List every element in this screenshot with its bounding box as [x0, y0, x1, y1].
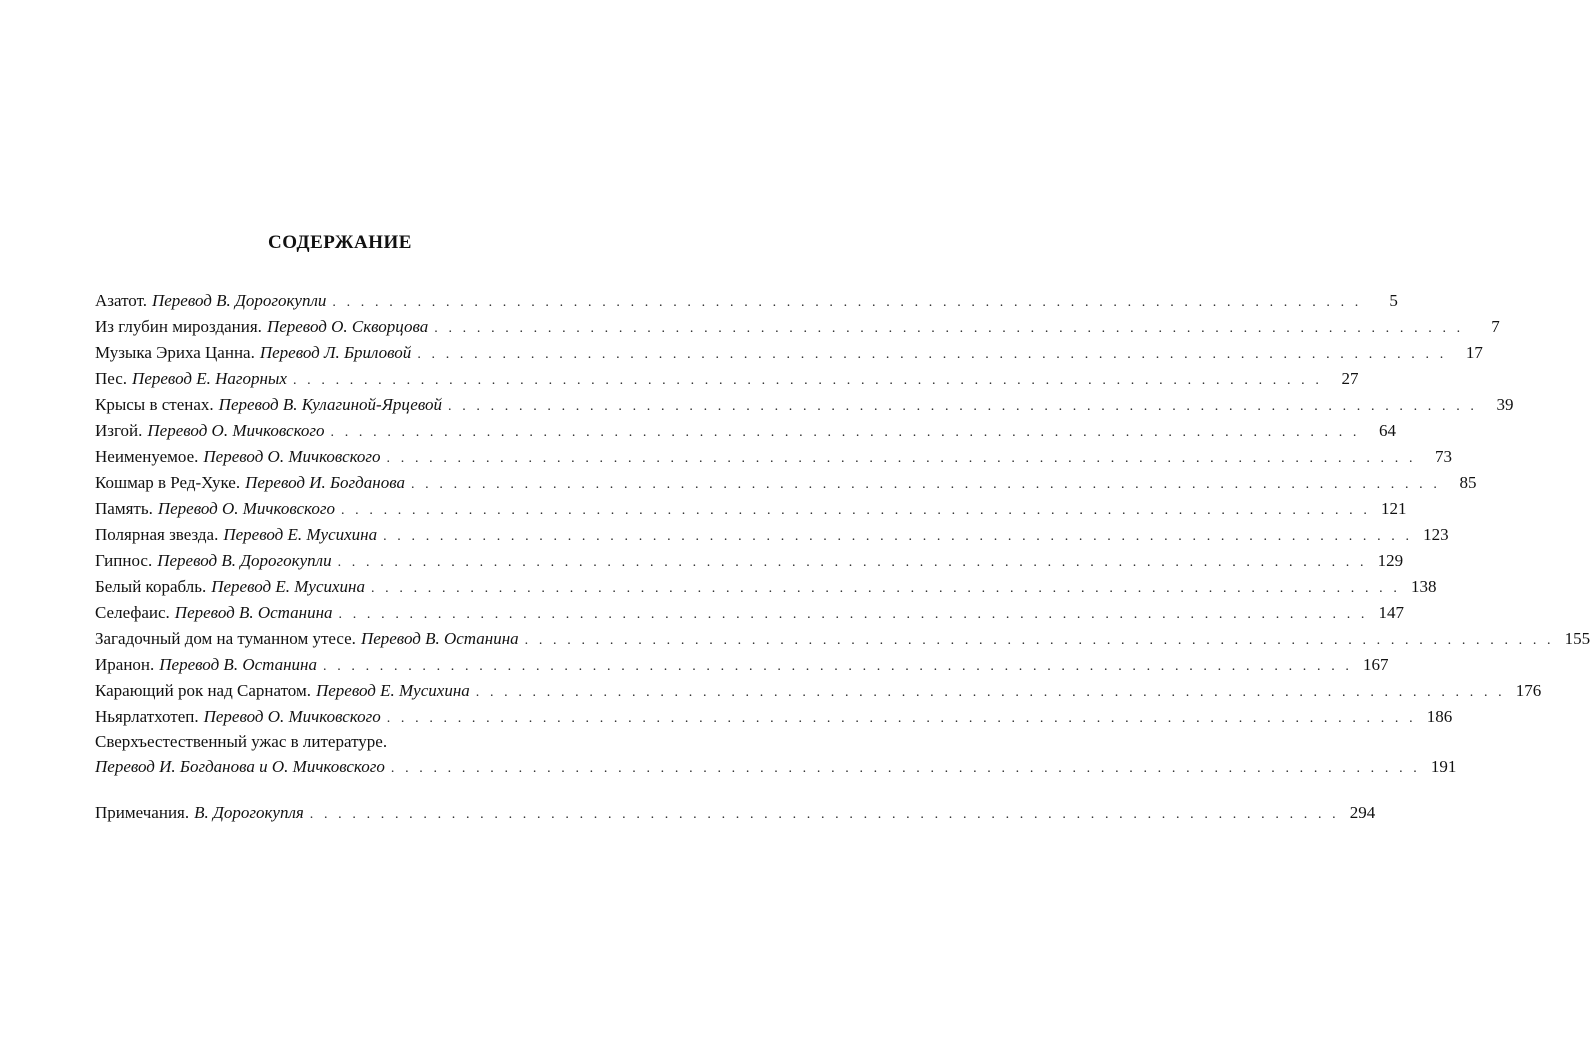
toc-entry-title: Неименуемое. — [95, 447, 199, 466]
page-title: СОДЕРЖАНИЕ — [268, 232, 412, 253]
toc-entry-notes — [95, 800, 1376, 826]
toc-entry-page-number: 147 — [1378, 603, 1405, 622]
toc-entry-page-number: 121 — [1380, 499, 1407, 518]
dot-leader: . . . . . . . . . . . . . . . . . . . . . . . . . . . . . . . . . . . . . . . . . . . . . . . . . . . . . . . . . . . . . . . . . . . . . . . . . — [448, 399, 1478, 414]
toc-entry-page-number: 85 — [1459, 473, 1477, 492]
toc-entry-translator: Перевод Е. Мусихина — [315, 681, 470, 700]
toc-entry-translator: Перевод О. Мичковского — [203, 447, 381, 466]
toc-entry-translator: Перевод О. Скворцова — [266, 317, 429, 336]
dot-leader: . . . . . . . . . . . . . . . . . . . . . . . . . . . . . . . . . . . . . . . . . . . . . . . . . . . . . . . . . . . . . . . . . . . . . . . . . — [337, 555, 1368, 570]
toc-entry-translator: Перевод В. Дорогокупли — [157, 551, 332, 570]
dot-leader: . . . . . . . . . . . . . . . . . . . . . . . . . . . . . . . . . . . . . . . . . . . . . . . . . . . . . . . . . . . . . . . . . . . . . . . . . — [410, 477, 1441, 492]
toc-entry — [95, 626, 1590, 652]
toc-entry-page-number: 7 — [1491, 317, 1500, 336]
toc-entry-title: Память. — [95, 499, 153, 518]
toc-entry-page-number: 129 — [1377, 551, 1404, 570]
toc-entry-title: Изгой. — [95, 421, 143, 440]
toc-entry — [95, 392, 1514, 418]
toc-entry-title: Музыка Эриха Цанна. — [95, 343, 255, 362]
toc-entry-title: Крысы в стенах. — [95, 395, 214, 414]
toc-entry — [95, 444, 1453, 470]
toc-entry-title: Полярная звезда. — [95, 525, 219, 544]
toc-entry-page-number: 155 — [1564, 629, 1590, 648]
dot-leader: . . . . . . . . . . . . . . . . . . . . . . . . . . . . . . . . . . . . . . . . . . . . . . . . . . . . . . . . . . . . . . . . . . . . . . . . . — [309, 807, 1340, 822]
toc-entry-title: Азатот. — [95, 291, 147, 310]
dot-leader: . . . . . . . . . . . . . . . . . . . . . . . . . . . . . . . . . . . . . . . . . . . . . . . . . . . . . . . . . . . . . . . . . . . . . . . . . — [340, 503, 1371, 518]
toc-entry — [95, 652, 1389, 678]
toc-entry-translator: Перевод В. Дорогокупли — [151, 291, 327, 310]
toc-entry — [95, 548, 1404, 574]
toc-entry-title: Иранон. — [95, 655, 155, 674]
toc-entry — [95, 678, 1542, 704]
dot-leader: . . . . . . . . . . . . . . . . . . . . . . . . . . . . . . . . . . . . . . . . . . . . . . . . . . . . . . . . . . . . . . . . . . . . . . . . . — [434, 321, 1464, 336]
dot-leader: . . . . . . . . . . . . . . . . . . . . . . . . . . . . . . . . . . . . . . . . . . . . . . . . . . . . . . . . . . . . . . . . . . . . . . . . . — [475, 685, 1506, 700]
toc-entry — [95, 496, 1407, 522]
toc-entry — [95, 470, 1477, 496]
toc-entry-title: Примечания. — [95, 803, 190, 822]
dot-leader: . . . . . . . . . . . . . . . . . . . . . . . . . . . . . . . . . . . . . . . . . . . . . . . . . . . . . . . . . . . . . . . . . . . . . . . . . — [524, 633, 1555, 648]
toc-entry-title: Кошмар в Ред-Хуке. — [95, 473, 241, 492]
toc-entry-translator: Перевод О. Мичковского — [147, 421, 325, 440]
toc-entry-translator: Перевод И. Богданова — [245, 473, 405, 492]
dot-leader: . . . . . . . . . . . . . . . . . . . . . . . . . . . . . . . . . . . . . . . . . . . . . . . . . . . . . . . . . . . . . . . . . . . . . . . . . — [292, 373, 1323, 388]
toc-entry-title: Пес. — [95, 369, 128, 388]
toc-entry-title: Белый корабль. — [95, 577, 207, 596]
toc-entry-page-number: 73 — [1435, 447, 1453, 466]
toc-entry — [95, 288, 1398, 314]
toc-entry-translator: Перевод О. Мичковского — [157, 499, 335, 518]
toc-entry-translator: Перевод Е. Нагорных — [132, 369, 287, 388]
dot-leader: . . . . . . . . . . . . . . . . . . . . . . . . . . . . . . . . . . . . . . . . . . . . . . . . . . . . . . . . . . . . . . . . . . . . . . . . . — [386, 451, 1417, 466]
toc-entry — [95, 340, 1483, 366]
dot-leader: . . . . . . . . . . . . . . . . . . . . . . . . . . . . . . . . . . . . . . . . . . . . . . . . . . . . . . . . . . . . . . . . . . . . . . . . . — [417, 347, 1447, 362]
toc-entry-translator: Перевод В. Останина — [159, 655, 317, 674]
toc-entry-translator: В. Дорогокупля — [194, 803, 304, 822]
toc-entry-page-number: 5 — [1389, 291, 1398, 310]
toc-entry — [95, 366, 1359, 392]
dot-leader: . . . . . . . . . . . . . . . . . . . . . . . . . . . . . . . . . . . . . . . . . . . . . . . . . . . . . . . . . . . . . . . . . . . . . . . . . — [323, 659, 1353, 674]
toc-entry-page-number: 191 — [1430, 757, 1457, 776]
dot-leader: . . . . . . . . . . . . . . . . . . . . . . . . . . . . . . . . . . . . . . . . . . . . . . . . . . . . . . . . . . . . . . . . . . . . . . . . . — [338, 607, 1369, 622]
toc-entry-multiline-title-line — [95, 730, 593, 754]
toc-entry-page-number: 17 — [1465, 343, 1483, 362]
dot-leader: . . . . . . . . . . . . . . . . . . . . . . . . . . . . . . . . . . . . . . . . . . . . . . . . . . . . . . . . . . . . . . . . . . . . . . . . . — [370, 581, 1401, 596]
toc-entry-page-number: 138 — [1410, 577, 1437, 596]
dot-leader: . . . . . . . . . . . . . . . . . . . . . . . . . . . . . . . . . . . . . . . . . . . . . . . . . . . . . . . . . . . . . . . . . . . . . . . . . — [332, 295, 1362, 310]
toc-entry-page-number: 64 — [1379, 421, 1397, 440]
dot-leader: . . . . . . . . . . . . . . . . . . . . . . . . . . . . . . . . . . . . . . . . . . . . . . . . . . . . . . . . . . . . . . . . . . . . . . . . . — [390, 761, 1421, 776]
toc-entry-page-number: 294 — [1349, 803, 1376, 822]
toc-entry — [95, 522, 1449, 548]
dot-leader: . . . . . . . . . . . . . . . . . . . . . . . . . . . . . . . . . . . . . . . . . . . . . . . . . . . . . . . . . . . . . . . . . . . . . . . . . — [386, 711, 1417, 726]
toc-entry-translator: Перевод Е. Мусихина — [223, 525, 378, 544]
toc-entry-translator: Перевод В. Останина — [174, 603, 333, 622]
toc-entry — [95, 314, 1500, 340]
toc-entry-translator: Перевод И. Богданова и О. Мичковского — [95, 757, 385, 776]
toc-entry-translator: Перевод Л. Бриловой — [259, 343, 412, 362]
toc-entry-page-number: 39 — [1496, 395, 1514, 414]
toc-entry — [95, 418, 1397, 444]
toc-entry-title: Загадочный дом на туманном утесе. — [95, 629, 356, 648]
toc-entry-page-number: 123 — [1423, 525, 1449, 544]
toc-entry-page-number: 27 — [1341, 369, 1359, 388]
toc-entry-title: Селефаис. — [95, 603, 170, 622]
toc-entry-title: Карающий рок над Сарнатом. — [95, 681, 311, 700]
table-of-contents — [95, 288, 1590, 826]
toc-entry-translator: Перевод О. Мичковского — [203, 707, 381, 726]
toc-entry-page-number: 167 — [1363, 655, 1389, 674]
dot-leader: . . . . . . . . . . . . . . . . . . . . . . . . . . . . . . . . . . . . . . . . . . . . . . . . . . . . . . . . . . . . . . . . . . . . . . . . . — [330, 425, 1361, 440]
toc-entry — [95, 704, 1453, 730]
toc-entry-multiline-translator-line — [95, 754, 1457, 780]
toc-entry-page-number: 186 — [1426, 707, 1453, 726]
toc-entry-title: Из глубин мироздания. — [95, 317, 262, 336]
toc-entry-title: Ньярлатхотеп. — [95, 707, 199, 726]
toc-entry-translator: Перевод В. Останина — [360, 629, 519, 648]
toc-entry-title: Сверхъестественный ужас в литературе. — [95, 732, 388, 751]
toc-entry — [95, 600, 1405, 626]
toc-entry-translator: Перевод Е. Мусихина — [211, 577, 365, 596]
toc-entry-page-number: 176 — [1515, 681, 1542, 700]
toc-entry — [95, 574, 1437, 600]
toc-entry-title: Гипнос. — [95, 551, 153, 570]
toc-entry-translator: Перевод В. Кулагиной-Ярцевой — [218, 395, 442, 414]
dot-leader: . . . . . . . . . . . . . . . . . . . . . . . . . . . . . . . . . . . . . . . . . . . . . . . . . . . . . . . . . . . . . . . . . . . . . . . . . — [383, 529, 1413, 544]
